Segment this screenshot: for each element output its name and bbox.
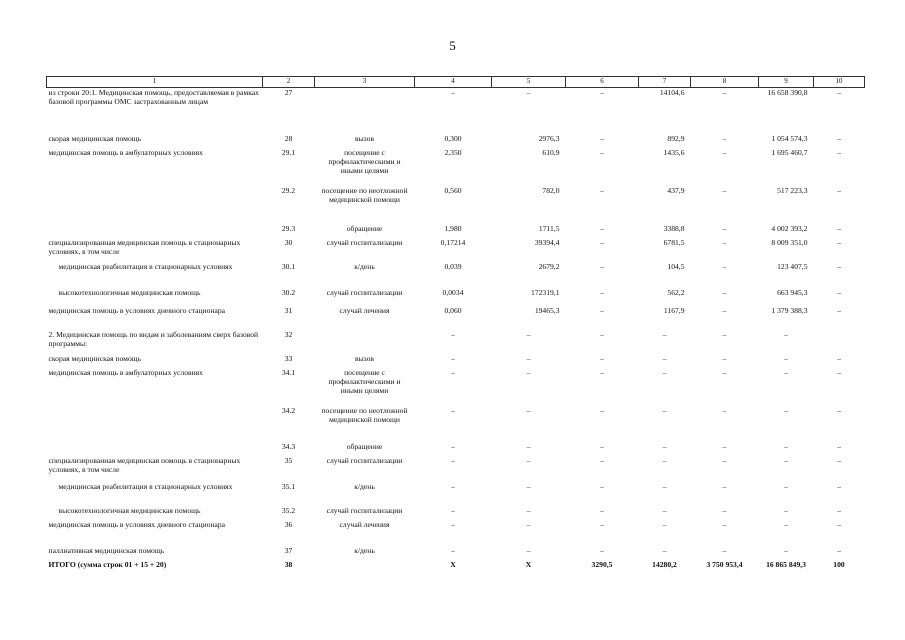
total-row-col4-cell: X <box>450 559 456 569</box>
row-col10-cell: – <box>837 287 841 297</box>
row-col5-cell: 2976,3 <box>538 133 560 143</box>
column-number-cell: 10 <box>814 77 865 88</box>
total-row-unit-cell <box>315 560 415 574</box>
row-col10-cell: – <box>837 353 841 363</box>
row-unit-cell: к/день <box>354 545 375 555</box>
row-col7-cell: – <box>662 455 667 465</box>
row-col9-cell: 4 002 393,2 <box>771 223 808 233</box>
total-row-col7-cell: 14280,2 <box>652 559 677 569</box>
row-col9-cell: 8 009 351,0 <box>771 237 808 247</box>
row-col5-cell: 782,0 <box>542 185 560 195</box>
row-unit-cell: посещение с профилактическими и иными целями <box>328 147 401 175</box>
row-col4-cell: – <box>451 545 455 555</box>
row-col6-cell: – <box>600 441 604 451</box>
row-col5-cell: – <box>526 88 531 97</box>
row-unit-cell: вызов <box>354 133 375 143</box>
row-col10-cell: – <box>837 305 841 315</box>
row-col7-cell: 1167,9 <box>663 305 685 315</box>
row-col9-cell: – <box>784 405 788 415</box>
row-unit-cell: случай лечения <box>339 305 390 315</box>
row-col5-cell: – <box>526 481 531 491</box>
row-unit-cell: посещение по неотложной медицинской помощи <box>321 405 408 424</box>
table-row <box>47 354 865 368</box>
row-code-cell: 29.2 <box>281 185 296 195</box>
total-row-col5-cell: X <box>525 559 532 569</box>
column-number-cell: 1 <box>47 77 263 88</box>
total-row-col9-cell: 16 865 849,3 <box>766 559 806 569</box>
row-col7-cell: – <box>662 441 667 451</box>
table-row <box>47 506 865 520</box>
row-col5-cell: – <box>526 545 531 555</box>
total-row-col6-cell: 3290,5 <box>591 559 613 569</box>
row-code-cell: 31 <box>284 305 293 315</box>
row-col6-cell: – <box>600 545 604 555</box>
row-col9-cell: 517 223,3 <box>777 185 808 195</box>
row-col8-cell: – <box>722 505 727 515</box>
row-col9-cell: – <box>784 353 788 363</box>
row-col9-cell: – <box>784 481 788 491</box>
row-col4-cell: 2,350 <box>444 147 462 157</box>
row-col10-cell: – <box>837 237 841 247</box>
table-row <box>47 262 865 288</box>
row-col10-cell: – <box>837 405 841 415</box>
row-col6-cell: – <box>600 481 604 491</box>
row-col8-cell: – <box>722 147 727 157</box>
row-name-cell: специализированная медицинская помощь в стационарных условиях, в том числе <box>48 455 241 474</box>
row-col6-cell: – <box>600 455 604 465</box>
row-col4-cell: – <box>451 88 455 97</box>
row-col4-cell: 0,300 <box>444 133 462 143</box>
row-col4-cell: – <box>451 505 455 515</box>
row-col7-cell: 1435,6 <box>663 147 685 157</box>
row-col8-cell: – <box>722 367 727 377</box>
row-col4-cell: – <box>451 367 455 377</box>
row-col9-cell: – <box>784 519 788 529</box>
row-col4-cell: – <box>451 441 455 451</box>
row-unit-cell: вызов <box>354 353 375 363</box>
row-col8-cell: – <box>722 261 727 271</box>
row-col4-cell: 0,039 <box>444 261 462 271</box>
row-col9-cell: 16 658 390,8 <box>767 88 808 97</box>
row-code-cell: 35.1 <box>281 481 296 491</box>
row-col10-cell: – <box>837 545 841 555</box>
row-col6-cell: – <box>600 305 604 315</box>
row-code-cell: 30.1 <box>281 261 296 271</box>
row-col6-cell: – <box>600 88 604 97</box>
table-row <box>47 186 865 224</box>
row-col8-cell: – <box>722 405 727 415</box>
row-col4-cell: – <box>451 519 455 529</box>
row-name-cell: высокотехнологичная медицинская помощь <box>58 287 201 297</box>
row-col10-cell: – <box>837 455 841 465</box>
row-col6-cell: – <box>600 185 604 195</box>
row-col8-cell: – <box>722 305 727 315</box>
table-body <box>47 88 865 574</box>
row-code-cell: 30.2 <box>281 287 296 297</box>
financing-table <box>46 76 865 574</box>
row-col9-cell: – <box>784 441 788 451</box>
row-col6-cell: – <box>600 367 604 377</box>
table-row <box>47 456 865 482</box>
row-col9-cell: 1 379 388,3 <box>771 305 808 315</box>
row-code-cell: 36 <box>284 519 293 529</box>
row-name-cell: медицинская реабилитация в стационарных условиях <box>58 481 233 491</box>
row-col7-cell: – <box>662 481 667 491</box>
row-name-cell: паллиативная медицинская помощь <box>48 545 165 555</box>
row-col7-cell: 3388,8 <box>663 223 685 233</box>
table-row <box>47 482 865 506</box>
row-col6-cell: – <box>600 519 604 529</box>
row-col5-cell: – <box>526 505 531 515</box>
column-number-cell: 5 <box>492 77 566 88</box>
row-code-cell: 35 <box>284 455 293 465</box>
row-name-cell: медицинская реабилитация в стационарных условиях <box>58 261 233 271</box>
row-col7-cell: 892,9 <box>667 133 685 143</box>
row-unit-cell: случай лечения <box>339 519 390 529</box>
row-code-cell: 29.1 <box>281 147 296 157</box>
row-unit-cell: случай госпитализации <box>326 237 403 247</box>
row-col5-cell: – <box>526 405 531 415</box>
column-number-cell: 6 <box>566 77 639 88</box>
row-col10-cell: – <box>837 441 841 451</box>
row-col5-cell: 2679,2 <box>538 261 560 271</box>
row-col9-cell: 663 945,3 <box>777 287 808 297</box>
row-col4-cell: – <box>451 405 455 415</box>
row-col9-cell: – <box>784 367 788 377</box>
row-col6-cell: – <box>600 353 604 363</box>
table-row <box>47 546 865 560</box>
row-col6-cell: – <box>600 261 604 271</box>
row-name-cell <box>47 186 263 224</box>
column-number-cell: 7 <box>639 77 691 88</box>
row-code-cell: 34.2 <box>281 405 296 415</box>
row-col5-cell: – <box>526 329 531 339</box>
row-col8-cell: – <box>722 329 727 339</box>
row-col7-cell: – <box>662 519 667 529</box>
row-name-cell: медицинская помощь в условиях дневного стационара <box>48 519 226 529</box>
total-row-col10-cell: 100 <box>833 559 845 569</box>
row-col8-cell: – <box>722 441 727 451</box>
row-col7-cell: – <box>662 329 667 339</box>
row-col4-cell: 0,0034 <box>442 287 464 297</box>
row-col10-cell: – <box>837 133 841 143</box>
row-col7-cell: 14104,6 <box>659 88 685 97</box>
row-col9-cell: – <box>784 455 788 465</box>
row-code-cell: 37 <box>284 545 293 555</box>
table-row <box>47 368 865 406</box>
row-col10-cell: – <box>837 519 841 529</box>
row-col9-cell: – <box>784 505 788 515</box>
row-col7-cell: – <box>662 353 667 363</box>
row-name-cell: скорая медицинская помощь <box>48 353 142 363</box>
row-col5-cell: 610,9 <box>542 147 560 157</box>
row-col6-cell: – <box>600 133 604 143</box>
table-row <box>47 134 865 148</box>
row-code-cell: 32 <box>284 329 293 339</box>
row-col10-cell: – <box>837 261 841 271</box>
row-col6-cell: – <box>600 223 604 233</box>
row-name-cell: медицинская помощь в условиях дневного стационара <box>48 305 226 315</box>
table-row <box>47 306 865 330</box>
row-code-cell: 28 <box>284 133 293 143</box>
total-row <box>47 560 865 574</box>
row-col4-cell: – <box>451 353 455 363</box>
row-name-cell: из строки 20:1. Медицинская помощь, предоставляемая в рамках базовой программы ОМС застрахованным лицам <box>48 88 259 107</box>
table-row <box>47 238 865 262</box>
row-col9-cell: – <box>784 545 788 555</box>
row-col7-cell: – <box>662 545 667 555</box>
table-row <box>47 520 865 546</box>
column-number-cell: 9 <box>759 77 814 88</box>
table-row <box>47 288 865 306</box>
row-col8-cell: – <box>722 287 727 297</box>
column-number-cell: 8 <box>691 77 759 88</box>
row-col5-cell: – <box>526 455 531 465</box>
row-col9-cell: 1 054 574,3 <box>771 133 808 143</box>
row-unit-cell: случай госпитализации <box>326 455 403 465</box>
row-unit-cell: посещение по неотложной медицинской помощи <box>321 185 408 204</box>
row-name-cell <box>47 442 263 456</box>
row-name-cell: специализированная медицинская помощь в стационарных условиях, в том числе <box>48 237 241 256</box>
column-number-row <box>47 77 865 88</box>
row-col4-cell: – <box>451 455 455 465</box>
total-row-code-cell: 38 <box>284 559 293 569</box>
row-code-cell: 30 <box>284 237 293 247</box>
row-col8-cell: – <box>722 545 727 555</box>
row-col5-cell: 1711,5 <box>538 223 560 233</box>
row-code-cell: 33 <box>284 353 293 363</box>
row-col8-cell: – <box>722 237 727 247</box>
column-number-cell: 2 <box>263 77 315 88</box>
table-row <box>47 442 865 456</box>
row-col9-cell: 123 407,5 <box>777 261 808 271</box>
row-col7-cell: 562,2 <box>667 287 685 297</box>
row-col10-cell <box>814 330 865 354</box>
row-name-cell <box>47 224 263 238</box>
row-name-cell: скорая медицинская помощь <box>48 133 142 143</box>
row-unit-cell: обращение <box>346 441 383 451</box>
row-unit-cell: к/день <box>354 481 375 491</box>
row-col7-cell: 104,5 <box>667 261 685 271</box>
row-name-cell: высокотехнологичная медицинская помощь <box>58 505 201 515</box>
column-number-cell: 4 <box>415 77 492 88</box>
row-col6-cell: – <box>600 405 604 415</box>
row-col5-cell: 39394,4 <box>534 237 560 247</box>
row-col5-cell: 19465,3 <box>534 305 560 315</box>
row-col8-cell: – <box>722 88 727 97</box>
row-code-cell: 29.3 <box>281 223 296 233</box>
row-col10-cell: – <box>837 367 841 377</box>
row-col7-cell: – <box>662 367 667 377</box>
row-col6-cell: – <box>600 505 604 515</box>
row-col8-cell: – <box>722 133 727 143</box>
row-col8-cell: – <box>722 353 727 363</box>
row-name-cell: 2. Медицинская помощь по видам и заболеваниям сверх базовой программы: <box>48 329 259 348</box>
row-unit-cell <box>315 330 415 354</box>
row-code-cell: 35.2 <box>281 505 296 515</box>
table-row <box>47 88 865 134</box>
column-number-cell: 3 <box>315 77 415 88</box>
row-col10-cell: – <box>837 223 841 233</box>
row-col4-cell: 1,980 <box>444 223 462 233</box>
row-unit-cell: обращение <box>346 223 383 233</box>
row-col9-cell: – <box>784 329 788 339</box>
row-col10-cell: – <box>837 185 841 195</box>
row-col6-cell: – <box>600 237 604 247</box>
row-col8-cell: – <box>722 223 727 233</box>
table-row <box>47 148 865 186</box>
row-code-cell: 27 <box>284 88 293 97</box>
table-row <box>47 224 865 238</box>
row-code-cell: 34.3 <box>281 441 296 451</box>
row-col8-cell: – <box>722 185 727 195</box>
row-unit-cell: к/день <box>354 261 375 271</box>
row-col4-cell: – <box>451 329 455 339</box>
row-col4-cell: – <box>451 481 455 491</box>
row-col7-cell: 437,9 <box>667 185 685 195</box>
row-col10-cell: – <box>837 147 841 157</box>
row-col5-cell: 172319,1 <box>531 287 560 297</box>
row-unit-cell: посещение с профилактическими и иными целями <box>328 367 401 395</box>
table-row <box>47 330 865 354</box>
row-name-cell: медицинская помощь в амбулаторных условиях <box>48 147 203 157</box>
row-unit-cell: случай госпитализации <box>326 505 403 515</box>
row-col6-cell: – <box>600 147 604 157</box>
page-number: 5 <box>449 38 456 53</box>
row-col10-cell: – <box>837 88 841 97</box>
row-col5-cell: – <box>526 367 531 377</box>
row-col4-cell: 0,060 <box>444 305 462 315</box>
total-row-col8-cell: 3 750 953,4 <box>706 559 743 569</box>
row-col5-cell: – <box>526 519 531 529</box>
row-col10-cell: – <box>837 505 841 515</box>
row-name-cell: медицинская помощь в амбулаторных условиях <box>48 367 203 377</box>
row-col6-cell: – <box>600 287 604 297</box>
row-col8-cell: – <box>722 519 727 529</box>
row-col6-cell: – <box>600 329 604 339</box>
row-col7-cell: – <box>662 505 667 515</box>
row-col7-cell: 6781,5 <box>663 237 685 247</box>
table-row <box>47 406 865 442</box>
row-name-cell <box>47 406 263 442</box>
row-col8-cell: – <box>722 455 727 465</box>
row-col9-cell: 1 695 460,7 <box>771 147 808 157</box>
row-code-cell: 34.1 <box>281 367 296 377</box>
row-col7-cell: – <box>662 405 667 415</box>
row-unit-cell <box>315 88 415 134</box>
row-unit-cell: случай госпитализации <box>326 287 403 297</box>
row-col5-cell: – <box>526 441 531 451</box>
row-col4-cell: 0,17214 <box>440 237 466 247</box>
row-col4-cell: 0,560 <box>444 185 462 195</box>
row-col5-cell: – <box>526 353 531 363</box>
total-row-name-cell: ИТОГО (сумма строк 01 + 15 + 20) <box>48 559 167 569</box>
row-col10-cell: – <box>837 481 841 491</box>
row-col8-cell: – <box>722 481 727 491</box>
